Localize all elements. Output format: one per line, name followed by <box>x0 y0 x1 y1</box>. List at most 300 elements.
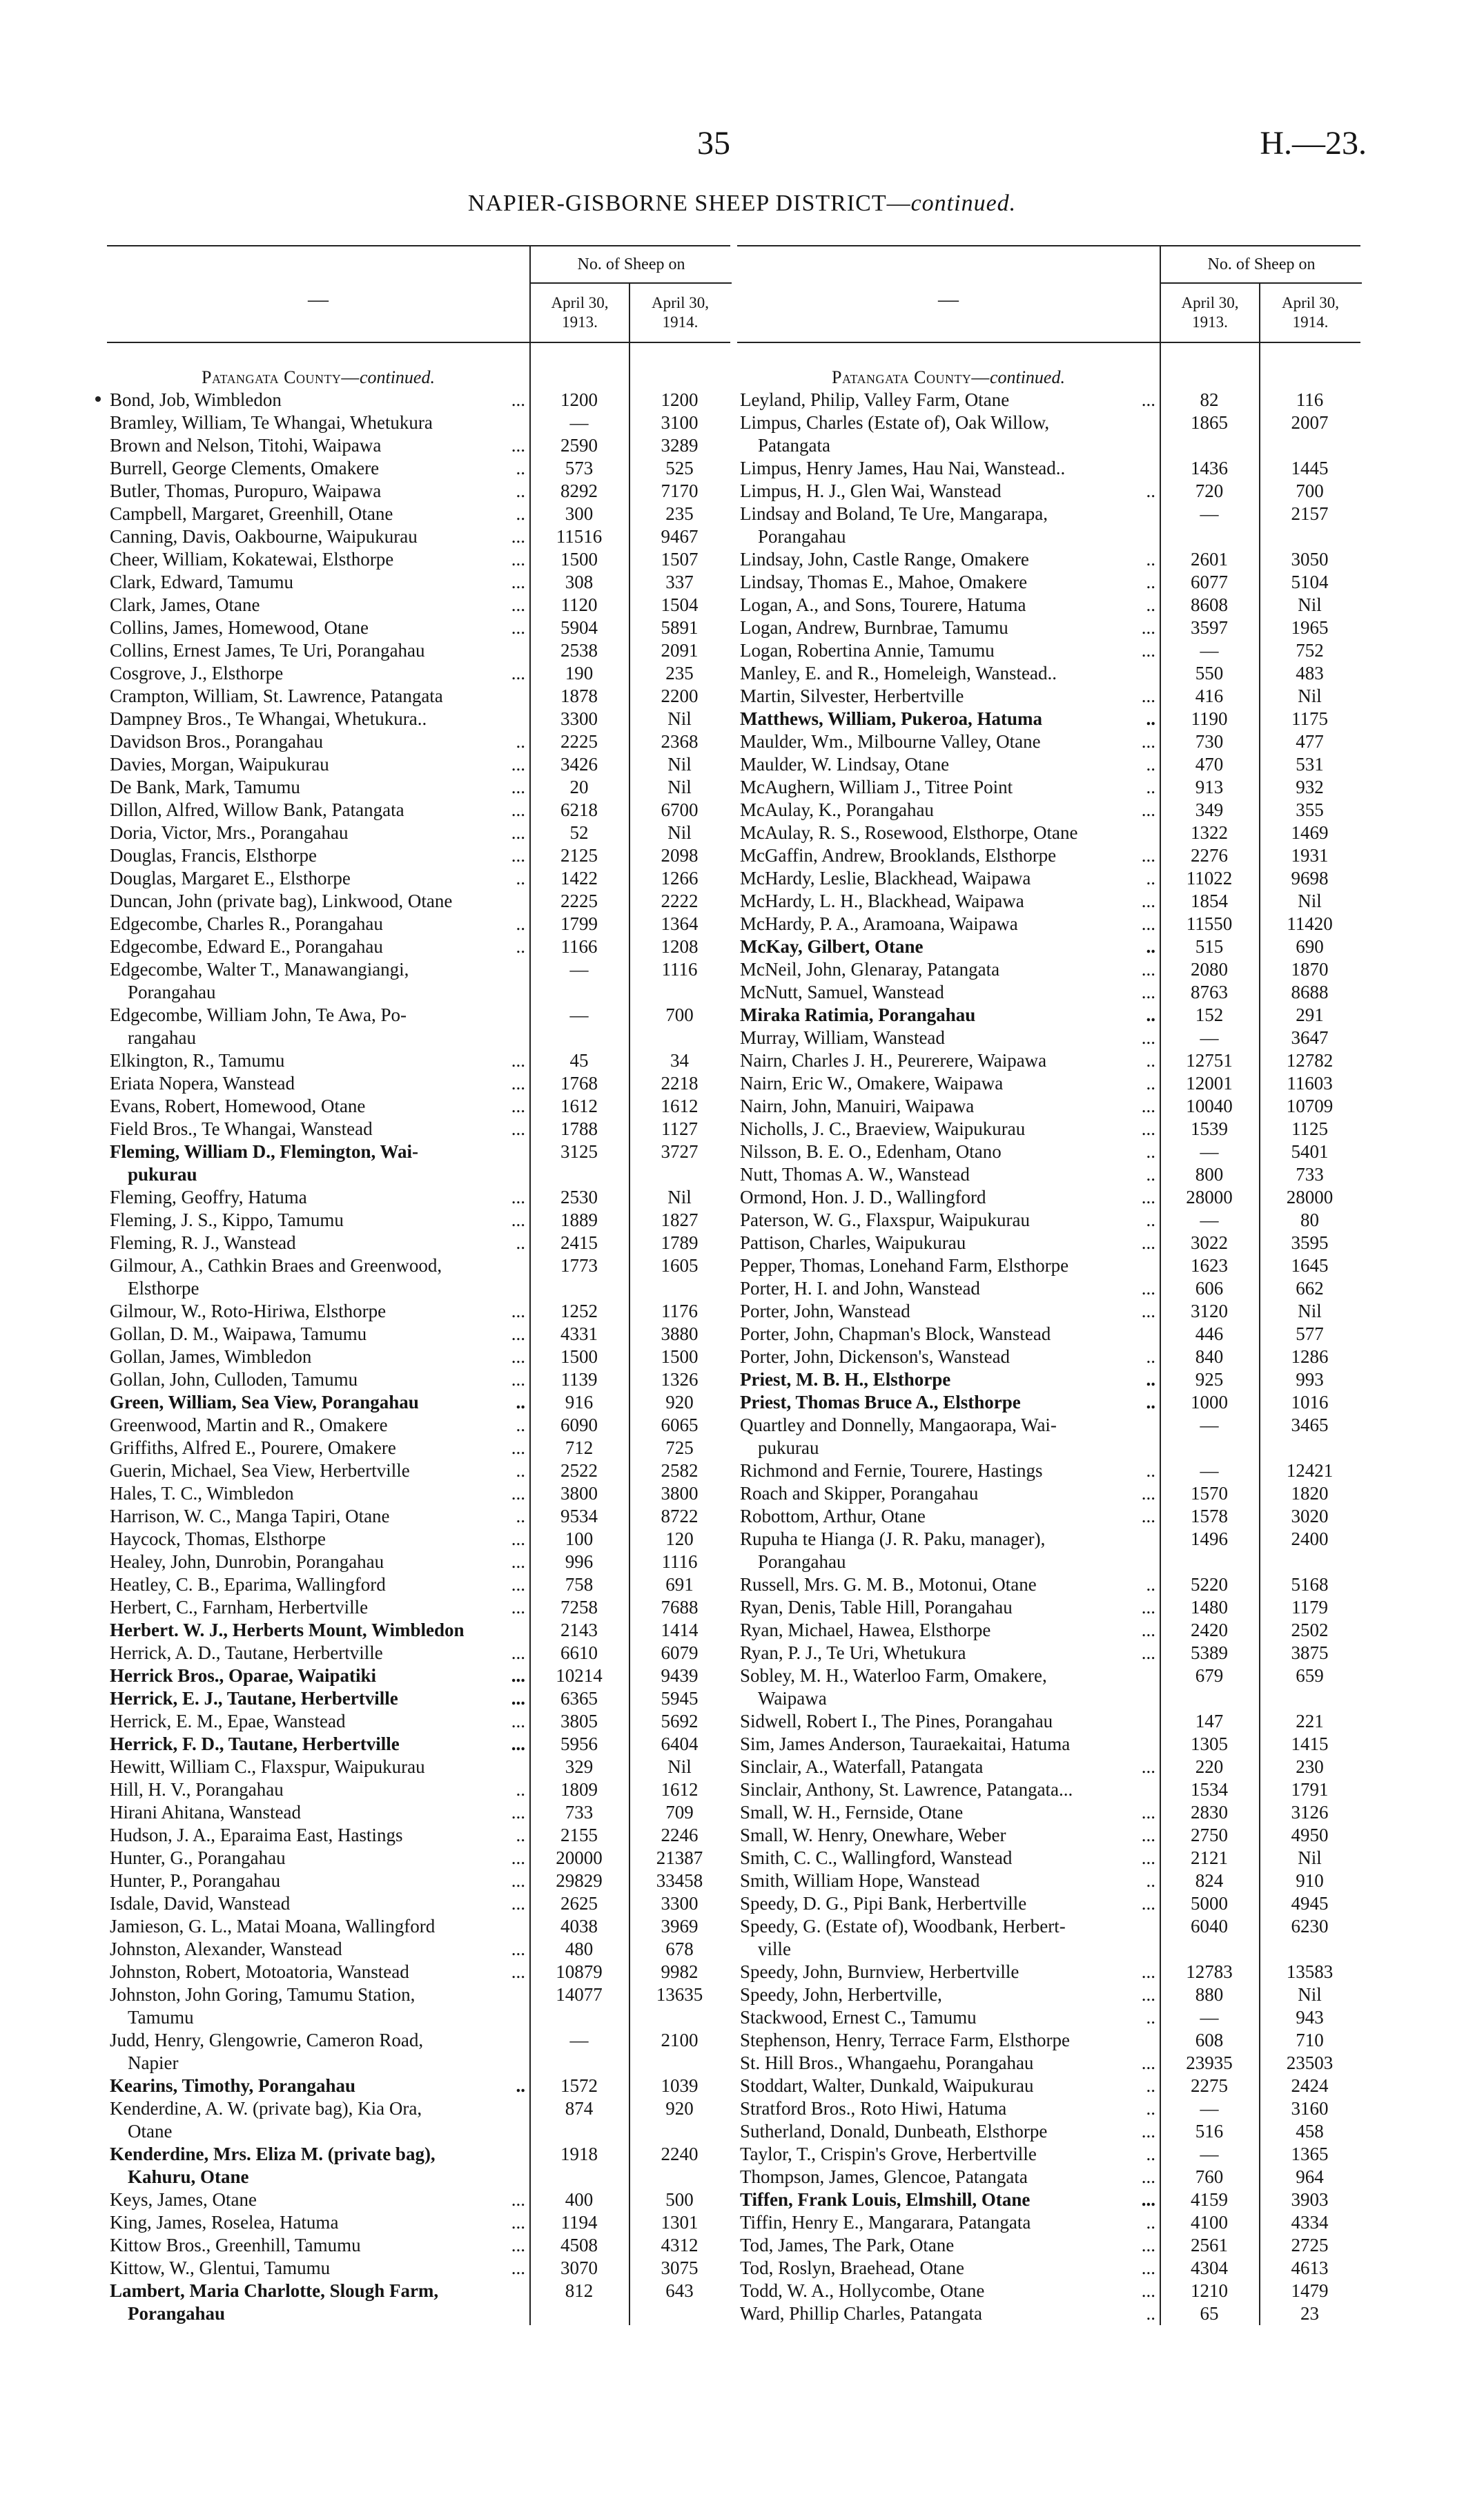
table-row <box>737 1300 1360 1323</box>
holder-name <box>737 1186 1160 1209</box>
holder-name <box>107 2234 529 2257</box>
holder-name-text: Smith, C. C., Wallingford, Wanstead <box>740 1847 1013 1868</box>
holder-name-text: Gilmour, W., Roto-Hiriwa, Elsthorpe <box>110 1301 387 1321</box>
holder-name <box>107 2188 529 2211</box>
holder-name-text: Nutt, Thomas A. W., Wanstead <box>740 1164 970 1185</box>
holder-name <box>107 2280 529 2302</box>
table-row <box>107 1733 730 1756</box>
sheep-1913: 470 <box>1195 754 1224 775</box>
leader-dots: .. <box>1146 2007 1155 2028</box>
leader-dots: .. <box>1146 572 1155 592</box>
table-row <box>737 1368 1360 1391</box>
sheep-1913: 2561 <box>1191 2235 1228 2255</box>
leader-dots: .. <box>516 913 525 934</box>
holder-name-text: Kearins, Timothy, Porangahau <box>110 2075 356 2096</box>
table-row <box>737 958 1360 981</box>
holder-name-text: Kenderdine, Mrs. Eliza M. (private bag), <box>110 2144 436 2164</box>
holder-name-text: Nicholls, J. C., Braeview, Waipukurau <box>740 1118 1026 1139</box>
sheep-1913: 573 <box>565 458 594 478</box>
holder-name <box>737 617 1160 639</box>
sheep-1914: 2502 <box>1291 1620 1329 1640</box>
sheep-1914: 3875 <box>1291 1642 1329 1663</box>
sheep-1914: 1479 <box>1291 2280 1329 2301</box>
holder-name <box>737 1140 1160 1163</box>
holder-name-text: Hunter, P., Porangahau <box>110 1870 281 1891</box>
sheep-1913 <box>1160 525 1259 548</box>
sheep-1914: 5104 <box>1291 572 1329 592</box>
table-row <box>107 1573 730 1596</box>
sheep-1914: 6065 <box>661 1415 699 1435</box>
leader-dots: ... <box>511 1893 525 1914</box>
holder-name <box>737 571 1160 594</box>
leader-dots: ... <box>511 1597 525 1618</box>
holder-name-text: ville <box>758 1939 791 1959</box>
table-row <box>737 2211 1360 2234</box>
leader-dots: .. <box>516 1506 525 1526</box>
sheep-1914: 1500 <box>661 1346 699 1367</box>
holder-name <box>107 1642 529 1664</box>
leader-dots: ... <box>1141 845 1155 866</box>
holder-name <box>737 1437 1160 1459</box>
leader-dots: ... <box>511 572 525 592</box>
sheep-1913: 6218 <box>560 799 598 820</box>
holder-name-text: Sinclair, Anthony, St. Lawrence, Patangata... <box>740 1779 1073 1800</box>
holder-name-text: Porter, John, Chapman's Block, Wanstead <box>740 1323 1051 1344</box>
sheep-1913: 8763 <box>1191 982 1228 1002</box>
sheep-1914: 23503 <box>1286 2052 1334 2073</box>
sheep-1913 <box>529 1027 629 1049</box>
leader-dots: ... <box>511 1551 525 1572</box>
table-row <box>737 708 1360 730</box>
leader-dots: ... <box>511 1665 525 1686</box>
sheep-1913: 190 <box>565 663 594 683</box>
holder-name <box>107 1209 529 1232</box>
table-row <box>737 2302 1360 2325</box>
table-row <box>107 1482 730 1505</box>
holder-name-text: Stoddart, Walter, Dunkald, Waipukurau <box>740 2075 1034 2096</box>
table-row <box>737 1915 1360 1938</box>
table-row <box>737 2052 1360 2075</box>
sheep-1914: 4312 <box>661 2235 699 2255</box>
sheep-1913: 4038 <box>560 1916 598 1936</box>
leader-dots: ... <box>511 435 525 456</box>
holder-name-text: Manley, E. and R., Homeleigh, Wanstead.. <box>740 663 1057 683</box>
holder-name <box>107 480 529 503</box>
holder-name-text: Fleming, William D., Flemington, Wai- <box>110 1141 419 1162</box>
holder-name-text: Kenderdine, A. W. (private bag), Kia Ora, <box>110 2098 422 2119</box>
sheep-1913: 1570 <box>1191 1483 1228 1504</box>
holder-name <box>107 2006 529 2029</box>
sheep-1914: 2368 <box>661 731 699 752</box>
leader-dots: ... <box>511 526 525 547</box>
holder-name <box>737 2075 1160 2097</box>
holder-name-text: Speedy, G. (Estate of), Woodbank, Herbert- <box>740 1916 1066 1936</box>
sheep-1914: 1612 <box>661 1096 699 1116</box>
table-row <box>737 1870 1360 1892</box>
sheep-1914: 3100 <box>661 412 699 433</box>
holder-name <box>737 1915 1160 1938</box>
holder-name-text: Kittow, W., Glentui, Tamumu <box>110 2258 331 2278</box>
sheep-1913: 2080 <box>1191 959 1228 980</box>
leader-dots: ... <box>511 1847 525 1868</box>
holder-name-text: Otane <box>128 2121 173 2142</box>
leader-dots: .. <box>1146 1460 1155 1481</box>
sheep-1913: 1623 <box>1191 1255 1228 1276</box>
holder-name <box>737 981 1160 1004</box>
holder-name <box>107 2075 529 2097</box>
table-row <box>737 662 1360 685</box>
holder-name <box>737 890 1160 913</box>
holder-name <box>737 1892 1160 1915</box>
sheep-1913 <box>1160 434 1259 457</box>
leader-dots: .. <box>1146 2144 1155 2164</box>
table-row <box>737 1528 1360 1551</box>
section-heading <box>737 343 1160 389</box>
table-row <box>107 1140 730 1163</box>
sheep-1913: 4508 <box>560 2235 598 2255</box>
sheep-1913: 1799 <box>560 913 598 934</box>
sheep-1913: 2125 <box>560 845 598 866</box>
sheep-1913: 10040 <box>1186 1096 1233 1116</box>
sheep-1914: 355 <box>1296 799 1324 820</box>
sheep-1914: 9698 <box>1291 868 1329 889</box>
table-row <box>107 662 730 685</box>
sheep-1913: 608 <box>1195 2030 1224 2050</box>
leader-dots: .. <box>1146 1346 1155 1367</box>
holder-name-text: Pepper, Thomas, Lonehand Farm, Elsthorpe <box>740 1255 1069 1276</box>
holder-name-text: Richmond and Fernie, Tourere, Hastings <box>740 1460 1043 1481</box>
sheep-1914: 21387 <box>656 1847 703 1868</box>
table-row <box>107 1232 730 1254</box>
leader-dots: ... <box>1141 617 1155 638</box>
sheep-1913: 874 <box>565 2098 594 2119</box>
table-row <box>737 1186 1360 1209</box>
holder-name <box>737 1824 1160 1847</box>
sheep-1913: — <box>1200 1141 1219 1162</box>
leader-dots: ... <box>511 1096 525 1116</box>
table-row <box>737 1346 1360 1368</box>
table-row <box>737 1482 1360 1505</box>
holder-name <box>107 1505 529 1528</box>
table-row <box>737 1277 1360 1300</box>
leader-dots: ... <box>511 1210 525 1230</box>
holder-name <box>737 1209 1160 1232</box>
table-row <box>737 1049 1360 1072</box>
sheep-1913 <box>529 2302 629 2325</box>
sheep-1914 <box>629 2302 730 2325</box>
sheep-1913 <box>1160 1437 1259 1459</box>
holder-name-text: King, James, Roselea, Hatuma <box>110 2212 339 2233</box>
leader-dots: ... <box>1141 799 1155 820</box>
holder-name <box>107 1664 529 1687</box>
page-title <box>0 191 1484 217</box>
sheep-1913: 480 <box>565 1939 594 1959</box>
holder-name <box>737 662 1160 685</box>
sheep-1914: 2157 <box>1291 503 1329 524</box>
sheep-1913: 2601 <box>1191 549 1228 570</box>
sheep-1913: 5220 <box>1191 1574 1228 1595</box>
holder-name-text: McNutt, Samuel, Wanstead <box>740 982 944 1002</box>
sheep-1913: 4159 <box>1191 2189 1228 2210</box>
holder-name-text: Davies, Morgan, Waipukurau <box>110 754 329 775</box>
sheep-1913: 2538 <box>560 640 598 661</box>
table-row <box>107 2120 730 2143</box>
sheep-1914: 964 <box>1296 2166 1324 2187</box>
table-row <box>107 1938 730 1961</box>
leader-dots: .. <box>516 1392 525 1412</box>
sheep-1913: 1865 <box>1191 412 1228 433</box>
sheep-1914: 1301 <box>661 2212 699 2233</box>
sheep-1914: 235 <box>665 503 694 524</box>
table-row <box>107 1756 730 1778</box>
holder-name-text: Porter, John, Wanstead <box>740 1301 910 1321</box>
sheep-1913: 400 <box>565 2189 594 2210</box>
holder-name-text: Quartley and Donnelly, Mangaorapa, Wai- <box>740 1415 1057 1435</box>
holder-name <box>737 1847 1160 1870</box>
sheep-1914 <box>629 2120 730 2143</box>
table-row <box>107 1459 730 1482</box>
sheep-1913: 220 <box>1195 1756 1224 1777</box>
leader-dots: ... <box>511 1187 525 1207</box>
sheep-1913: 20000 <box>556 1847 603 1868</box>
table-row <box>107 1664 730 1687</box>
sheep-1914: 920 <box>665 1392 694 1412</box>
sheep-1913: 1878 <box>560 686 598 706</box>
sheep-1913: 1422 <box>560 868 598 889</box>
sheep-1913: 516 <box>1195 2121 1224 2142</box>
sheep-1914: 1414 <box>661 1620 699 1640</box>
holder-name <box>737 867 1160 890</box>
holder-name <box>737 480 1160 503</box>
sheep-1914: 943 <box>1296 2007 1324 2028</box>
table-row <box>737 776 1360 799</box>
sheep-1914: 500 <box>665 2189 694 2210</box>
sheep-1913 <box>529 2006 629 2029</box>
sheep-1914: 1789 <box>661 1232 699 1253</box>
leader-dots: ... <box>1141 982 1155 1002</box>
leader-dots: ... <box>511 2235 525 2255</box>
holder-name <box>107 822 529 844</box>
table-row <box>107 1277 730 1300</box>
sheep-1913: 12783 <box>1186 1961 1233 1982</box>
holder-name-text: Sutherland, Donald, Dunbeath, Elsthorpe <box>740 2121 1048 2142</box>
leader-dots: ... <box>511 1642 525 1663</box>
leader-dots: .. <box>516 1232 525 1253</box>
leader-dots: .. <box>516 480 525 501</box>
sheep-1914: 477 <box>1296 731 1324 752</box>
sheep-1913: 824 <box>1195 1870 1224 1891</box>
holder-name-text: Lindsay, John, Castle Range, Omakere <box>740 549 1029 570</box>
table-row <box>107 457 730 480</box>
holder-name <box>737 1710 1160 1733</box>
table-row <box>107 571 730 594</box>
sheep-1913: 1210 <box>1191 2280 1228 2301</box>
holder-name-text: Limpus, Charles (Estate of), Oak Willow, <box>740 412 1050 433</box>
sheep-1914: Nil <box>1298 1847 1322 1868</box>
header-year-1913 <box>529 284 629 342</box>
holder-name <box>737 2120 1160 2143</box>
table-row <box>107 2188 730 2211</box>
holder-name <box>737 1778 1160 1801</box>
holder-name-text: Nilsson, B. E. O., Edenham, Otano <box>740 1141 1002 1162</box>
holder-name <box>737 1528 1160 1551</box>
holder-name-text: Hales, T. C., Wimbledon <box>110 1483 294 1504</box>
holder-name-text: Tod, Roslyn, Braehead, Otane <box>740 2258 965 2278</box>
holder-name-text: Clark, Edward, Tamumu <box>110 572 294 592</box>
sheep-1913: 416 <box>1195 686 1224 706</box>
leader-dots: ... <box>511 754 525 775</box>
holder-name-text: Hewitt, William C., Flaxspur, Waipukurau <box>110 1756 425 1777</box>
sheep-1914: 7170 <box>661 480 699 501</box>
table-row <box>737 1505 1360 1528</box>
sheep-1914: 291 <box>1296 1004 1324 1025</box>
sheep-1913: 3300 <box>560 708 598 729</box>
holder-name-text: Patangata <box>758 435 830 456</box>
title-main: NAPIER-GISBORNE SHEEP DISTRICT— <box>467 191 911 216</box>
table-row <box>737 1778 1360 1801</box>
table-row <box>107 1983 730 2006</box>
sheep-1913: 7258 <box>560 1597 598 1618</box>
holder-name <box>737 1095 1160 1118</box>
sheep-1914: 4613 <box>1291 2258 1329 2278</box>
table-row <box>737 2188 1360 2211</box>
leader-dots: ... <box>511 1118 525 1139</box>
table-row <box>737 2120 1360 2143</box>
sheep-1914: 3075 <box>661 2258 699 2278</box>
holder-name-text: Miraka Ratimia, Porangahau <box>740 1004 976 1025</box>
table-row <box>107 1642 730 1664</box>
sheep-1913: 840 <box>1195 1346 1224 1367</box>
leader-dots: .. <box>516 1460 525 1481</box>
table-row <box>737 1938 1360 1961</box>
leader-dots: ... <box>1141 640 1155 661</box>
sheep-1914: 4945 <box>1291 1893 1329 1914</box>
table-row <box>737 1209 1360 1232</box>
sheep-1914: 4950 <box>1291 1825 1329 1845</box>
sheep-1914: 3727 <box>661 1141 699 1162</box>
holder-name-text: Edgecombe, William John, Te Awa, Po- <box>110 1004 407 1025</box>
table-row <box>737 935 1360 958</box>
sheep-1914: 577 <box>1296 1323 1324 1344</box>
table-row <box>737 1072 1360 1095</box>
sheep-1913: 349 <box>1195 799 1224 820</box>
table-row <box>107 1870 730 1892</box>
table-row <box>737 1437 1360 1459</box>
table-row <box>107 730 730 753</box>
leader-dots: .. <box>516 868 525 889</box>
sheep-1913: 880 <box>1195 1984 1224 2005</box>
holder-name-text: St. Hill Bros., Whangaehu, Porangahau <box>740 2052 1034 2073</box>
holder-name <box>737 1938 1160 1961</box>
sheep-1914 <box>1259 1437 1360 1459</box>
holder-name <box>107 2143 529 2166</box>
holder-name <box>107 1801 529 1824</box>
sheep-1913: 3070 <box>560 2258 598 2278</box>
holder-name <box>107 548 529 571</box>
holder-name-text: Tod, James, The Park, Otane <box>740 2235 955 2255</box>
holder-name-text: Hunter, G., Porangahau <box>110 1847 286 1868</box>
sheep-1913: 758 <box>565 1574 594 1595</box>
holder-name-text: Johnston, John Goring, Tamumu Station, <box>110 1984 416 2005</box>
holder-name <box>107 1049 529 1072</box>
sheep-1914: 2218 <box>661 1073 699 1094</box>
leader-dots: ... <box>1141 959 1155 980</box>
sheep-1913: 2121 <box>1191 1847 1228 1868</box>
table-row <box>107 617 730 639</box>
leader-dots: ... <box>1141 2258 1155 2278</box>
holder-name <box>737 958 1160 981</box>
holder-name-text: Matthews, William, Pukeroa, Hatuma <box>740 708 1042 729</box>
sheep-1913: 2275 <box>1191 2075 1228 2096</box>
sheep-1914 <box>629 2006 730 2029</box>
holder-name <box>107 1756 529 1778</box>
sheep-1913: 730 <box>1195 731 1224 752</box>
holder-name <box>107 1095 529 1118</box>
table-row <box>107 1596 730 1619</box>
holder-name <box>737 844 1160 867</box>
header-year-1914 <box>1259 284 1360 342</box>
leader-dots: .. <box>1146 1050 1155 1071</box>
table-row <box>737 1756 1360 1778</box>
holder-name-text: Bond, Job, Wimbledon <box>110 389 282 410</box>
sheep-1913: 11516 <box>556 526 603 547</box>
leader-dots: ... <box>511 1483 525 1504</box>
sheep-1913: 1194 <box>560 2212 598 2233</box>
table-row <box>107 913 730 935</box>
sheep-1914: Nil <box>667 822 692 843</box>
leader-dots: ... <box>1141 1187 1155 1207</box>
holder-name <box>107 1072 529 1095</box>
table-row <box>107 548 730 571</box>
left-table <box>107 245 730 2325</box>
sheep-1914: 1820 <box>1291 1483 1329 1504</box>
header-year-1913 <box>1160 284 1259 342</box>
holder-name <box>737 2302 1160 2325</box>
holder-name <box>107 434 529 457</box>
table-row <box>107 753 730 776</box>
table-row <box>107 935 730 958</box>
sheep-1914: 13635 <box>656 1984 703 2005</box>
sheep-1914: 3050 <box>1291 549 1329 570</box>
holder-name <box>107 1573 529 1596</box>
leader-dots: ... <box>511 799 525 820</box>
table-row <box>107 1824 730 1847</box>
holder-name-text: Evans, Robert, Homewood, Otane <box>110 1096 366 1116</box>
sheep-1914: 3595 <box>1291 1232 1329 1253</box>
table-row <box>737 2280 1360 2302</box>
sheep-1913: 606 <box>1195 1278 1224 1299</box>
holder-name-text: Edgecombe, Charles R., Porangahau <box>110 913 383 934</box>
table-row <box>737 1118 1360 1140</box>
holder-name <box>107 844 529 867</box>
leader-dots: ... <box>511 2258 525 2278</box>
sheep-1914: Nil <box>1298 594 1322 615</box>
leader-dots: ... <box>511 1711 525 1731</box>
holder-name-text: Martin, Silvester, Herbertville <box>740 686 964 706</box>
holder-name <box>107 1983 529 2006</box>
table-row <box>107 844 730 867</box>
leader-dots: ... <box>511 1802 525 1823</box>
table-row <box>737 1892 1360 1915</box>
sheep-1914: Nil <box>1298 1301 1322 1321</box>
holder-name <box>737 708 1160 730</box>
holder-name <box>737 434 1160 457</box>
leader-dots: ... <box>511 1073 525 1094</box>
holder-name-text: Fleming, Geoffry, Hatuma <box>110 1187 307 1207</box>
holder-name-text: Porter, H. I. and John, Wanstead <box>740 1278 980 1299</box>
holder-name-text: Johnston, Robert, Motoatoria, Wanstead <box>110 1961 409 1982</box>
section-heading <box>107 343 529 389</box>
